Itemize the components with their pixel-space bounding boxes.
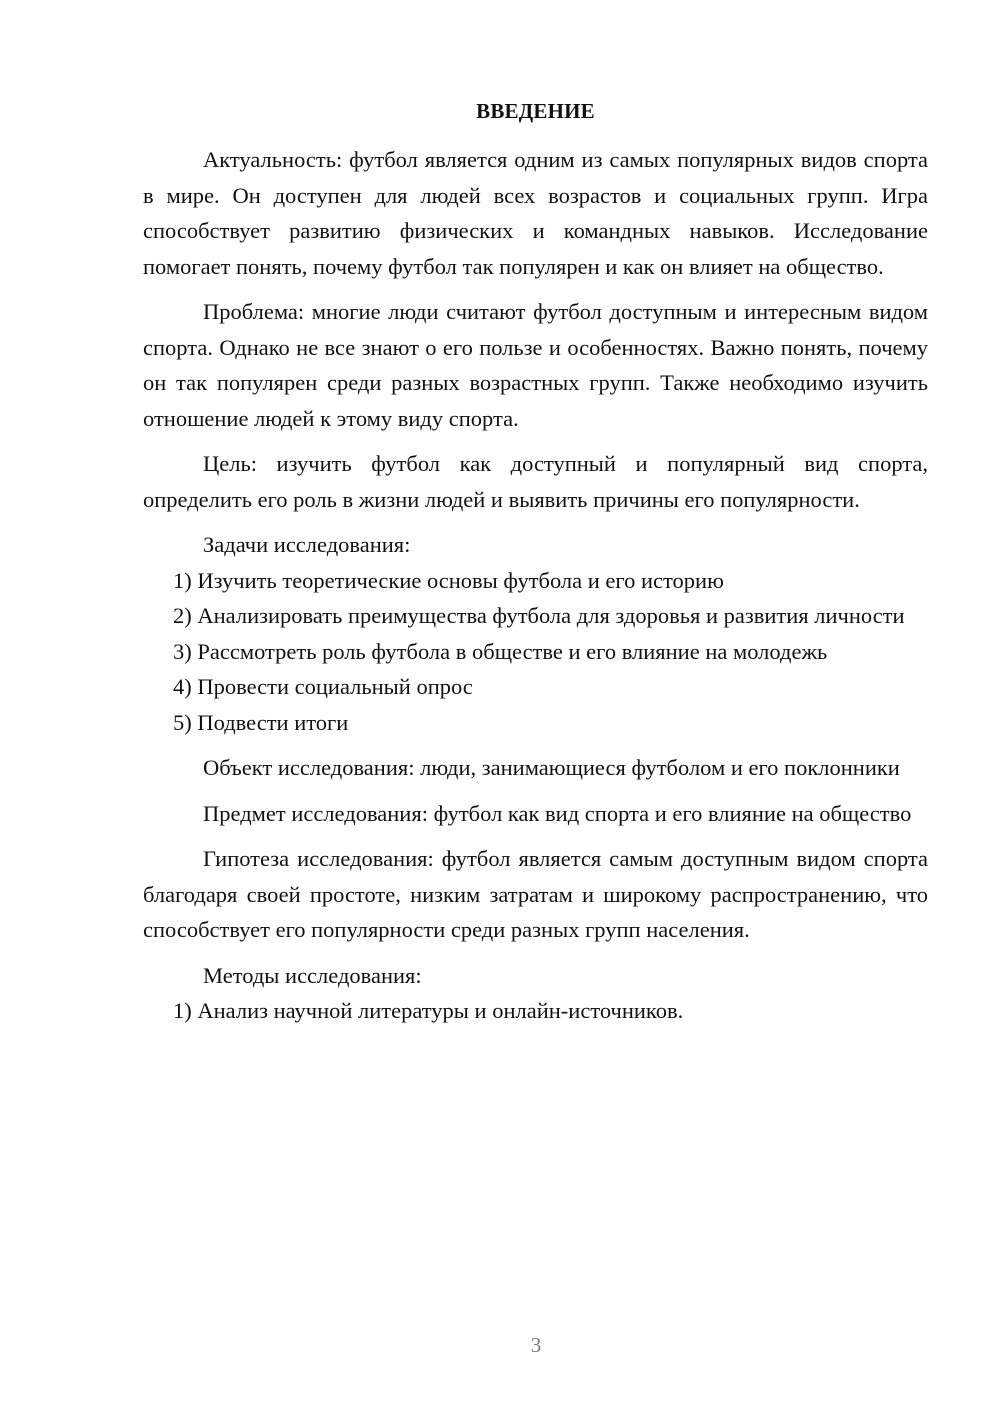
paragraph-object: Объект исследования: люди, занимающиеся футболом и его поклонники [203,755,900,780]
paragraph-subject: Предмет исследования: футбол как вид спорта и его влияние на общество [203,800,912,826]
list-item-task-1: 1) Изучить теоретические основы футбола и его историю [173,567,724,593]
list-item-task-4: 4) Провести социальный опрос [173,674,473,699]
list-item-method-1: 1) Анализ научной литературы и онлайн-источников. [173,998,684,1023]
page-title: ВВЕДЕНИЕ [476,99,595,123]
paragraph-relevance: Актуальность: футбол является одним из самых популярных видов спорта в мире. Он доступен для людей всех возрастов и социальных групп. Игра способствует развитию физических и командных навыков. Исследование помогает понять, почему футбол так популярен и как он влияет на общество. [143,147,928,279]
paragraph-hypothesis: Гипотеза исследования: футбол является самым доступным видом спорта благодаря своей простоте, низким затратам и широкому распространению, что способствует его популярности среди разных групп населения. [143,846,928,942]
list-item-task-5: 5) Подвести итоги [173,709,349,735]
list-item-task-2: 2) Анализировать преимущества футбола для здоровья и развития личности [173,603,905,628]
paragraph-tasks-heading: Задачи исследования: [203,532,411,557]
paragraph-problem: Проблема: многие люди считают футбол доступным и интересным видом спорта. Однако не все знают о его пользе и особенностях. Важно понять, почему он так популярен среди разных возрастных групп. Также необходимо изучить отношение людей к этому виду спорта. [143,299,928,431]
document-body [143,142,928,1029]
page-number: 3 [530,1333,542,1357]
paragraph-goal: Цель: изучить футбол как доступный и популярный вид спорта, определить его роль в жизни людей и выявить причины его популярности. [143,451,928,512]
paragraph-methods-heading: Методы исследования: [203,962,422,988]
list-item-task-3: 3) Рассмотреть роль футбола в обществе и его влияние на молодежь [173,638,828,664]
